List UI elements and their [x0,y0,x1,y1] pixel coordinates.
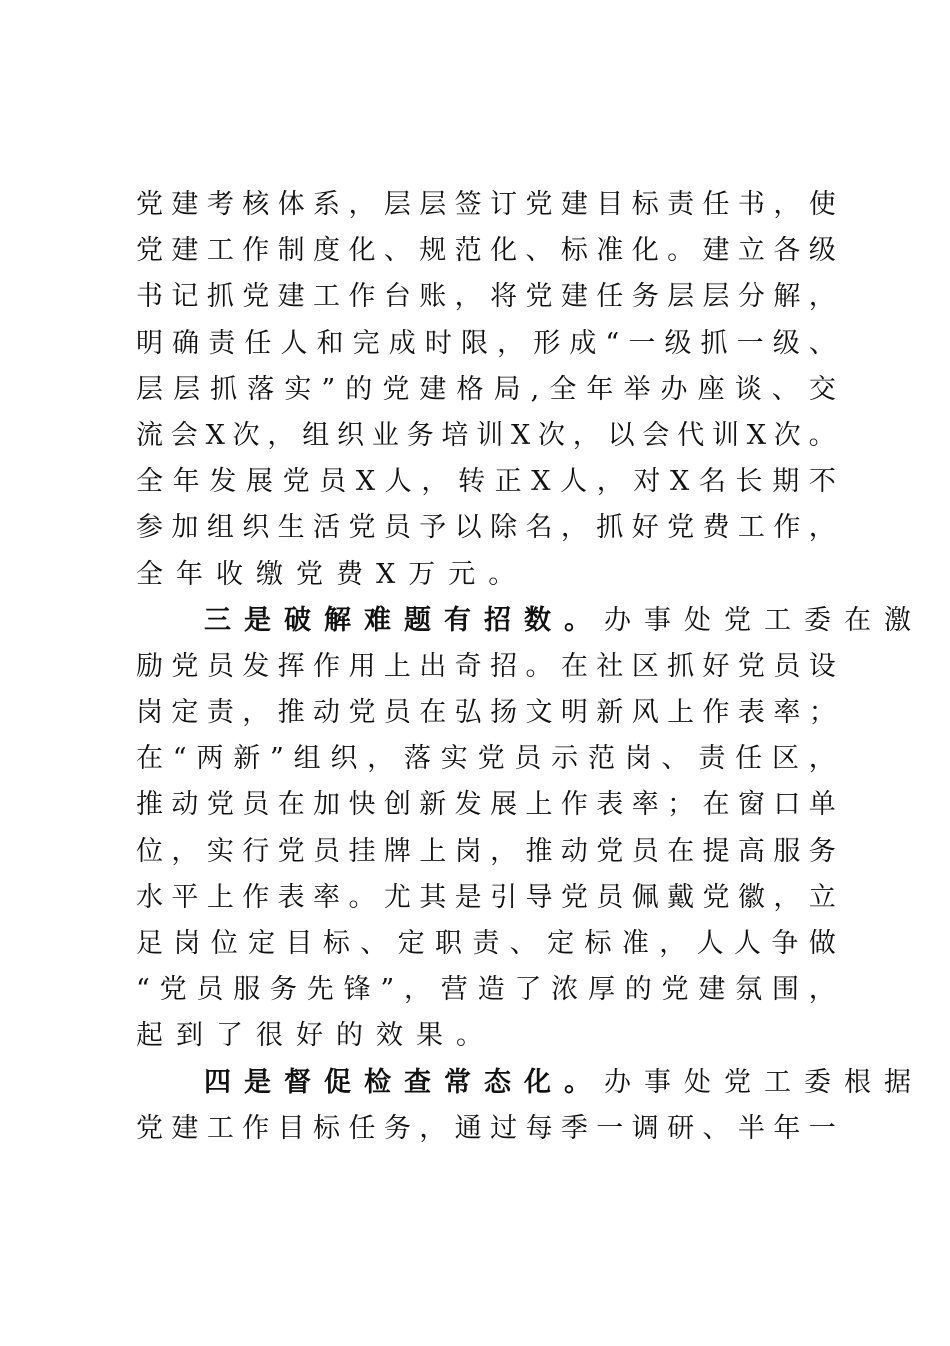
line-text: 党 建 工 作 目 标 任 务 ， 通 过 每 季 一 调 研 、 半 年 一 [136,1112,836,1144]
text-line [136,690,836,736]
text-line [136,782,836,828]
line-text: 全 年 发 展 党 员 X 人 ， 转 正 X 人 ， 对 X 名 长 期 不 [136,466,836,498]
line-text: 推 动 党 员 在 加 快 创 新 发 展 上 作 表 率 ； 在 窗 口 单 [136,789,836,821]
text-line [136,967,836,1013]
line-text: 明 确 责 任 人 和 完 成 时 限 ， 形 成 “ 一 级 抓 一 级 、 [136,327,836,359]
line-text: 在 “ 两 新 ” 组 织 ， 落 实 党 员 示 范 岗 、 责 任 区 ， [136,743,836,775]
line-text: 书 记 抓 党 建 工 作 台 账 ， 将 党 建 任 务 层 层 分 解 ， [136,281,836,313]
line-text: 起到了很好的效果。 [136,1020,496,1052]
text-line [136,736,836,782]
text-line [136,1106,836,1152]
section-heading-line [136,1060,924,1106]
text-line [136,228,836,274]
text-line [136,274,836,320]
line-text: “ 党 员 服 务 先 锋 ” ， 营 造 了 浓 厚 的 党 建 氛 围 ， [136,974,836,1006]
line-text: 水 平 上 作 表 率 。 尤 其 是 引 导 党 员 佩 戴 党 徽 ， 立 [136,881,836,913]
line-text: 位 ， 实 行 党 员 挂 牌 上 岗 ， 推 动 党 员 在 提 高 服 务 [136,835,836,867]
text-line [136,321,836,367]
text-line [136,1013,836,1059]
text-line [136,505,836,551]
section-heading: 三是破解难题有招数。 [204,604,604,636]
line-text: 党 建 考 核 体 系 ， 层 层 签 订 党 建 目 标 责 任 书 ， 使 [136,189,836,220]
text-line [136,413,836,459]
text-line [136,552,836,598]
line-text: 办事处党工委根据 [604,1066,924,1098]
text-line [136,367,836,413]
text-line [136,644,836,690]
line-text: 励 党 员 发 挥 作 用 上 出 奇 招 。 在 社 区 抓 好 党 员 设 [136,650,836,682]
text-line [136,921,836,967]
text-line [136,829,836,875]
line-text: 全年收缴党费X万元。 [136,558,529,590]
line-text: 层 层 抓 落 实 ” 的 党 建 格 局 , 全 年 举 办 座 谈 、 交 [136,373,836,405]
section-heading: 四是督促检查常态化。 [204,1066,604,1098]
line-text: 流 会 X 次 ， 组 织 业 务 培 训 X 次 ， 以 会 代 训 X 次 。 [136,419,836,451]
document-body [136,182,924,1152]
text-line [136,875,836,921]
line-text: 参 加 组 织 生 活 党 员 予 以 除 名 ， 抓 好 党 费 工 作 ， [136,512,836,544]
line-text: 党 建 工 作 制 度 化 、 规 范 化 、 标 准 化 。 建 立 各 级 [136,235,836,267]
section-heading-line [136,598,924,644]
text-line [136,459,836,505]
line-text: 足 岗 位 定 目 标 、 定 职 责 、 定 标 准 ， 人 人 争 做 [136,928,836,959]
line-text: 岗 定 责 ， 推 动 党 员 在 弘 扬 文 明 新 风 上 作 表 率 ； [136,697,836,729]
line-text: 办事处党工委在激 [604,604,924,636]
text-line [136,182,836,228]
